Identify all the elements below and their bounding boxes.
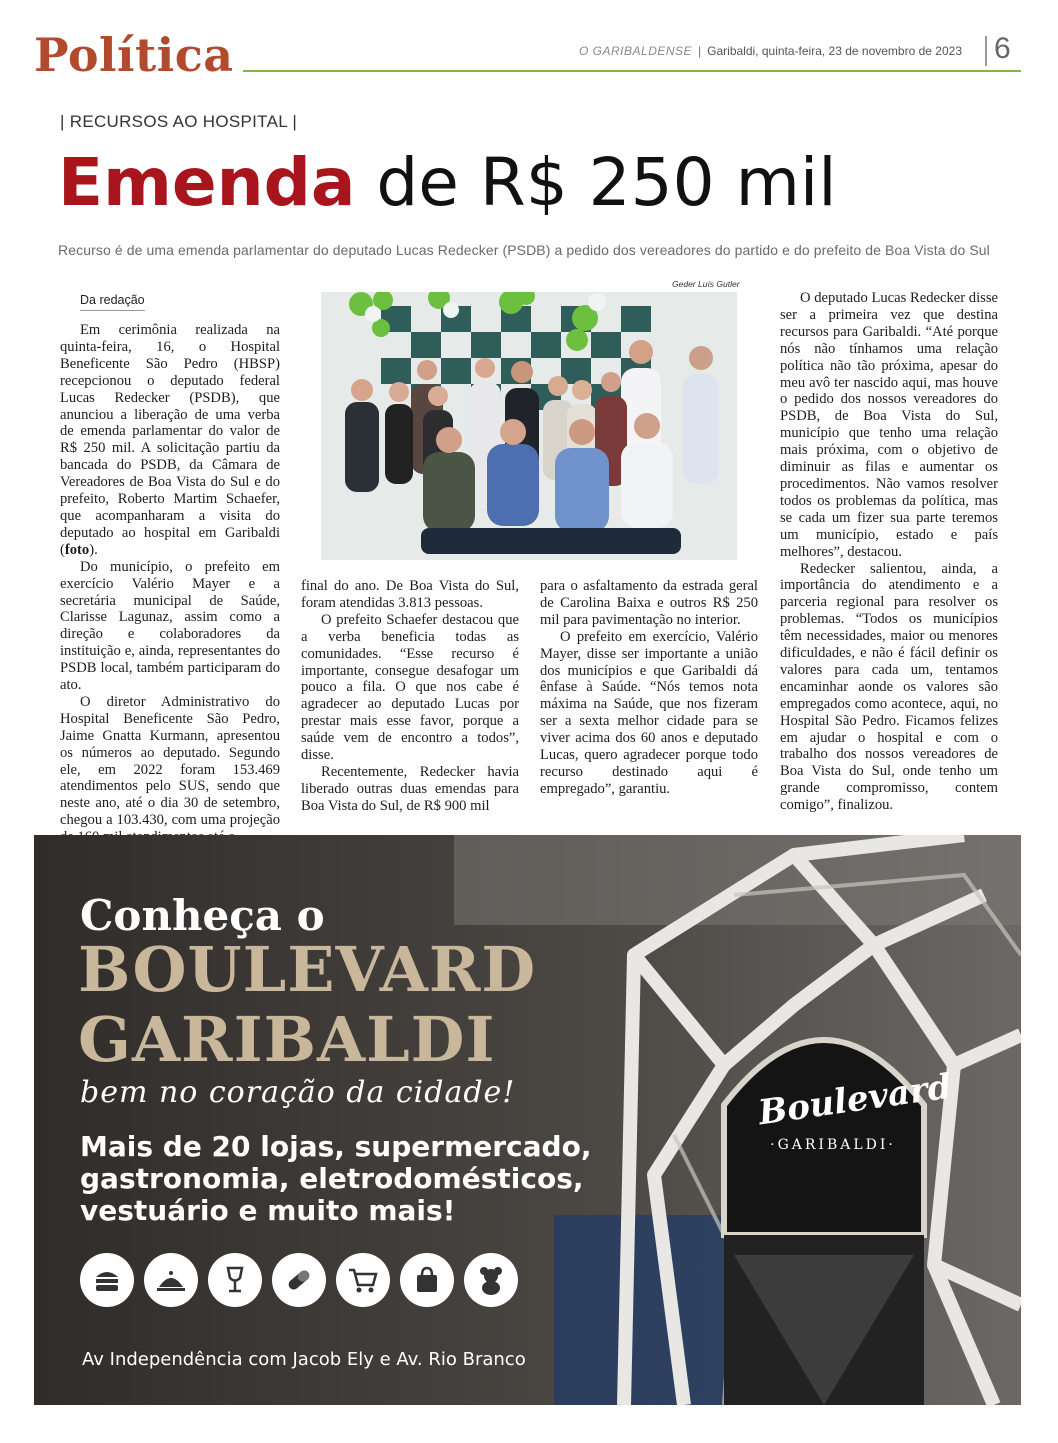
article-column-4 bbox=[780, 290, 998, 814]
paragraph: O prefeito em exercício, Valério Mayer, disse ser importante a união dos municípios e que Garibaldi dá ênfase à Saúde. “Nós temos nota máxima na Saúde, que nos fizeram ser a sexta melhor cidade para se viver acima dos 60 anos e deputado Lucas, quero agradecer porque todo recurso destinado aqui é empregado”, garantiu. bbox=[540, 628, 758, 797]
paragraph: Do município, o prefeito em exercício Valério Mayer e a secretária municipal de Saúde, Clarisse Lagunaz, assim como a direção e colaboradores da instituição e, ainda, representantes do PSDB local, também participaram do ato. bbox=[60, 558, 280, 694]
paper-name: O GARIBALDENSE bbox=[579, 44, 693, 58]
byline: Da redação bbox=[80, 293, 145, 311]
teddy-icon bbox=[464, 1253, 518, 1307]
subhead: Recurso é de uma emenda parlamentar do deputado Lucas Redecker (PSDB) a pedido dos vereadores do partido e do prefeito de Boa Vista do Sul bbox=[58, 242, 990, 258]
article-column-3 bbox=[540, 578, 758, 798]
article-photo bbox=[321, 292, 737, 560]
paragraph: O prefeito Schaefer destacou que a verba beneficia todas as comunidades. “Esse recurso é importante, consegue desafogar um pouco a fila. O que nos cabe é agradecer ao deputado Lucas por prestar mais esse favor, porque a saúde vem de encontro a todos”, disse. bbox=[301, 611, 519, 764]
cart-icon bbox=[336, 1253, 390, 1307]
group-photo-illustration bbox=[321, 292, 737, 560]
paragraph-text: Em cerimônia realizada na quinta-feira, 16, o Hospital Beneficente São Pedro (HBSP) recepcionou o deputado federal Lucas Redecker (PSDB), que anunciou a liberação de uma verba de emenda parlamentar do valor de R$ 250 mil. A solicitação partiu da bancada do PSDB, da Câmara de Vereadores de Boa Vista do Sul e do prefeito, Roberto Martim Schaefer, que acompanharam a visita do deputado ao hospital em Garibaldi ( bbox=[60, 322, 280, 558]
ad-title-brand bbox=[78, 935, 536, 1075]
ad-title-line-garibaldi: GARIBALDI bbox=[78, 1003, 496, 1076]
pill-icon bbox=[272, 1253, 326, 1307]
paragraph: Recentemente, Redecker havia liberado outras duas emendas para Boa Vista do Sul, de R$ 900 mil bbox=[301, 763, 519, 814]
headline-rest: de R$ 250 mil bbox=[355, 144, 837, 221]
headline-accent: Emenda bbox=[58, 144, 356, 221]
ad-icon-row bbox=[80, 1253, 518, 1307]
sign-logo-city: ·GARIBALDI· bbox=[770, 1137, 896, 1153]
section-title: Política bbox=[34, 28, 234, 82]
photo-credit: Geder Luís Gutler bbox=[672, 279, 740, 289]
article-column-2 bbox=[301, 578, 519, 815]
ad-title-intro: Conheça o bbox=[80, 891, 325, 940]
wine-icon bbox=[208, 1253, 262, 1307]
paragraph bbox=[60, 322, 280, 559]
header-meta bbox=[579, 44, 962, 58]
article-column-1 bbox=[60, 322, 280, 846]
header-rule bbox=[243, 70, 1021, 72]
ad-title-line-boulevard: BOULEVARD bbox=[78, 933, 537, 1006]
dateline: Garibaldi, quinta-feira, 23 de novembro de 2023 bbox=[707, 44, 962, 58]
paragraph: final do ano. De Boa Vista do Sul, foram atendidas 3.813 pessoas. bbox=[301, 578, 519, 611]
ad-tagline: bem no coração da cidade! bbox=[80, 1075, 516, 1110]
ad-address: Av Independência com Jacob Ely e Av. Rio Branco bbox=[82, 1349, 526, 1370]
headline bbox=[58, 138, 837, 228]
ad-body: Mais de 20 lojas, supermercado, gastronomia, eletrodomésticos, vestuário e muito mais! bbox=[80, 1130, 592, 1227]
paragraph: Redecker salientou, ainda, a importância do atendimento e a parceria regional para resolver os problemas. “Todos os municípios têm necessidades, maior ou menores dificuldades, e não é fácil definir os valores para cada um, tentamos encaminhar aonde os valores são empregados como acontece, aqui, no Hospital São Pedro. Ficamos felizes em ajudar o hospital e com o trabalho dos nossos vereadores de Boa Vista do Sul, onde tenho um grande compromisso, contem comigo”, finalizou. bbox=[780, 560, 998, 814]
paragraph: para o asfaltamento da estrada geral de Carolina Baixa e outros R$ 250 mil para pavimentação no interior. bbox=[540, 578, 758, 628]
paragraph: O deputado Lucas Redecker disse ser a primeira vez que destina recursos para Garibaldi. “Até porque nós não tínhamos uma relação política não tão próxima, apesar do meu avô ter nascido aqui, mas houve o pedido dos nossos vereadores do PSDB, de Boa Vista do Sul, município que tenho uma relação mais próxima, com o objetivo de diminuir as filas e aumentar os procedimentos. Não vamos resolver todos os problemas da política, mas se cada um fizer sua parte teremos um município, estado e país melhores”, destacou. bbox=[780, 290, 998, 560]
boulevard-advertisement[interactable] bbox=[34, 835, 1021, 1405]
paragraph-text: ). bbox=[89, 541, 98, 558]
header-separator: | bbox=[698, 44, 702, 58]
kicker: | RECURSOS AO HOSPITAL | bbox=[60, 112, 298, 131]
dish-icon bbox=[144, 1253, 198, 1307]
sign-logo-boulevard: Boulevard bbox=[755, 1066, 954, 1134]
food-icon bbox=[80, 1253, 134, 1307]
bag-icon bbox=[400, 1253, 454, 1307]
page-number-divider bbox=[985, 36, 987, 66]
photo-reference: foto bbox=[64, 541, 90, 558]
page-number: 6 bbox=[994, 32, 1011, 65]
paragraph: O diretor Administrativo do Hospital Beneficente São Pedro, Jaime Gnatta Kurmann, apresentou os números ao deputado. Segundo ele, em 2022 foram 153.469 atendimentos pelo SUS, sendo que neste ano, até o dia 30 de setembro, chegou a 103.430, com uma projeção bbox=[60, 693, 280, 829]
